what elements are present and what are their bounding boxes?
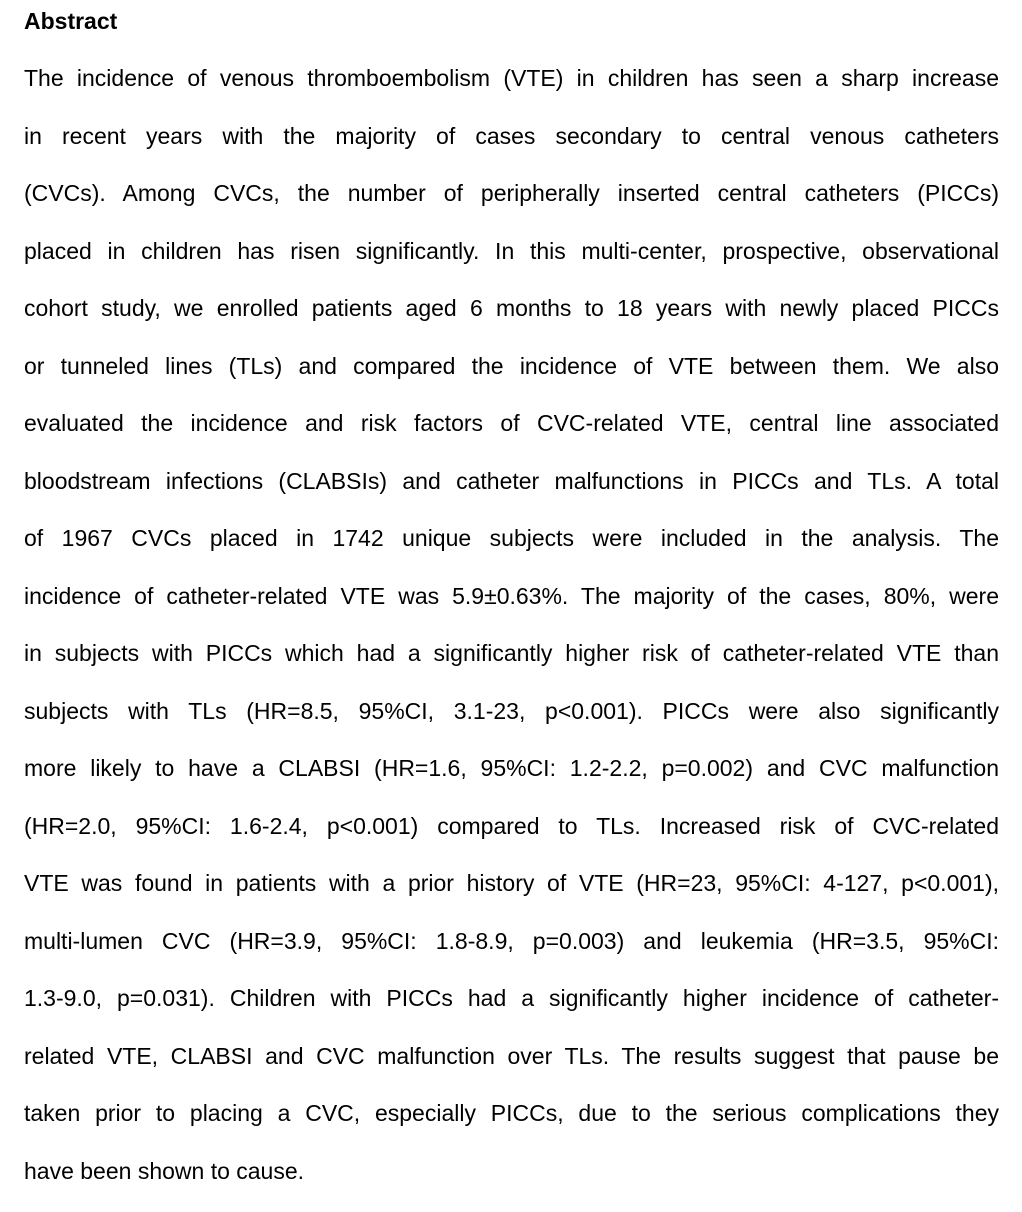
- abstract-line: in recent years with the majority of cases secondary to central venous catheters: [24, 120, 999, 178]
- abstract-line: of 1967 CVCs placed in 1742 unique subjects were included in the analysis. The: [24, 522, 999, 580]
- abstract-heading: Abstract: [24, 6, 117, 36]
- abstract-line: 1.3-9.0, p=0.031). Children with PICCs had a significantly higher incidence of catheter-: [24, 982, 999, 1040]
- abstract-line: (CVCs). Among CVCs, the number of peripherally inserted central catheters (PICCs): [24, 177, 999, 235]
- abstract-line: related VTE, CLABSI and CVC malfunction over TLs. The results suggest that pause be: [24, 1040, 999, 1098]
- abstract-line: subjects with TLs (HR=8.5, 95%CI, 3.1-23, p<0.001). PICCs were also significantly: [24, 695, 999, 753]
- abstract-line: placed in children has risen significantly. In this multi-center, prospective, observational: [24, 235, 999, 293]
- abstract-line: evaluated the incidence and risk factors of CVC-related VTE, central line associated: [24, 407, 999, 465]
- abstract-line: cohort study, we enrolled patients aged 6 months to 18 years with newly placed PICCs: [24, 292, 999, 350]
- abstract-line: taken prior to placing a CVC, especially PICCs, due to the serious complications they: [24, 1097, 999, 1155]
- abstract-line: bloodstream infections (CLABSIs) and catheter malfunctions in PICCs and TLs. A total: [24, 465, 999, 523]
- abstract-line: The incidence of venous thromboembolism (VTE) in children has seen a sharp increase: [24, 62, 999, 120]
- abstract-line: in subjects with PICCs which had a significantly higher risk of catheter-related VTE than: [24, 637, 999, 695]
- abstract-line: or tunneled lines (TLs) and compared the incidence of VTE between them. We also: [24, 350, 999, 408]
- abstract-line: more likely to have a CLABSI (HR=1.6, 95%CI: 1.2-2.2, p=0.002) and CVC malfunction: [24, 752, 999, 810]
- abstract-line: (HR=2.0, 95%CI: 1.6-2.4, p<0.001) compared to TLs. Increased risk of CVC-related: [24, 810, 999, 868]
- abstract-line: have been shown to cause.: [24, 1155, 999, 1212]
- abstract-line: VTE was found in patients with a prior history of VTE (HR=23, 95%CI: 4-127, p<0.001),: [24, 867, 999, 925]
- abstract-line: incidence of catheter-related VTE was 5.9±0.63%. The majority of the cases, 80%, were: [24, 580, 999, 638]
- abstract-body: [24, 62, 999, 1212]
- abstract-line: multi-lumen CVC (HR=3.9, 95%CI: 1.8-8.9, p=0.003) and leukemia (HR=3.5, 95%CI:: [24, 925, 999, 983]
